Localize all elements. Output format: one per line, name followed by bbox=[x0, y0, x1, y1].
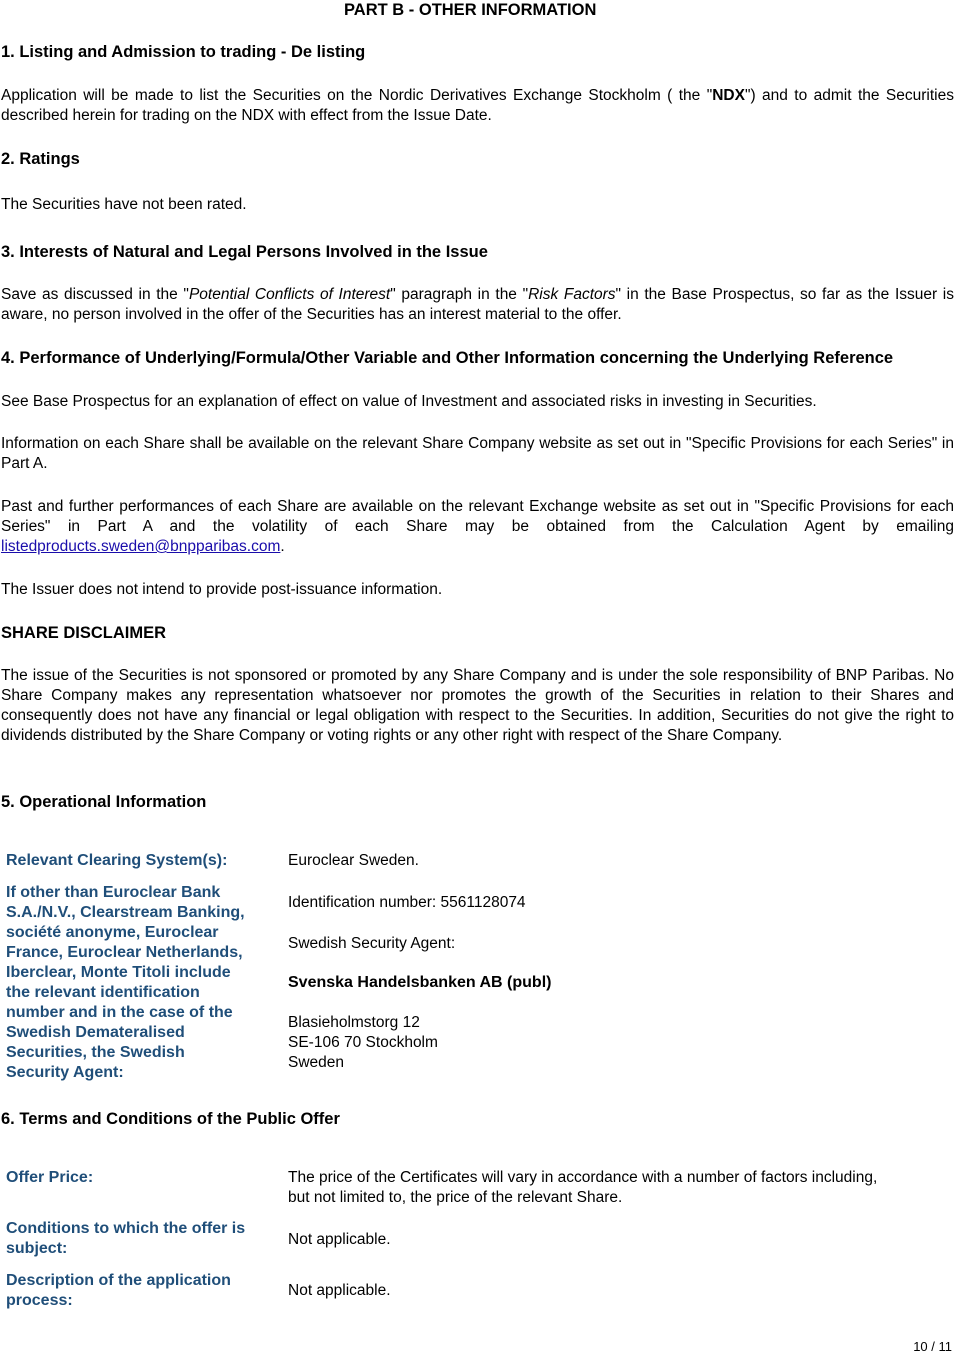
other-clearing-label bbox=[6, 883, 276, 1083]
section-2-heading: 2. Ratings bbox=[1, 150, 80, 168]
security-agent-label: Swedish Security Agent: bbox=[288, 935, 456, 952]
email-link[interactable]: listedproducts.sweden@bnpparibas.com bbox=[1, 538, 281, 555]
section-5-heading: 5. Operational Information bbox=[1, 793, 207, 811]
address-line: Sweden bbox=[288, 1054, 345, 1071]
label-line: process: bbox=[6, 1292, 73, 1309]
identification-number: Identification number: 5561128074 bbox=[288, 894, 526, 911]
section-3-paragraph bbox=[1, 285, 954, 325]
value-line: but not limited to, the price of the relevant Share. bbox=[288, 1189, 623, 1206]
label-line: France, Euroclear Netherlands, bbox=[6, 944, 243, 961]
offer-price-label: Offer Price: bbox=[6, 1169, 94, 1186]
label-line: number and in the case of the bbox=[6, 1004, 233, 1021]
section-4-text-a: Past and further performances of each Share are available on the relevant Exchange website as set out in "Specific Provisions for each Series" in Part A and the volatility of each Share may be obtained from the Calculation Agent by emailing bbox=[1, 498, 954, 535]
section-6-heading: 6. Terms and Conditions of the Public Offer bbox=[1, 1110, 340, 1128]
label-line: Iberclear, Monte Titoli include bbox=[6, 964, 231, 981]
label-line: Description of the application bbox=[6, 1272, 231, 1289]
page-number: 10 / 11 bbox=[913, 1339, 952, 1354]
label-line: Swedish Demateralised bbox=[6, 1024, 185, 1041]
risk-factors-term: Risk Factors bbox=[528, 286, 616, 303]
section-4-paragraph-1: See Base Prospectus for an explanation of effect on value of Investment and associated risks in investing in Securities. bbox=[1, 393, 817, 410]
section-3-heading: 3. Interests of Natural and Legal Persons Involved in the Issue bbox=[1, 243, 488, 261]
section-3-text-c: " in the Base Prospectus, so far as the Issuer is aware, no person involved in the offer of the Securities has an interest material to the offer. bbox=[1, 286, 954, 323]
security-agent-address bbox=[288, 1013, 438, 1073]
address-line: SE-106 70 Stockholm bbox=[288, 1034, 438, 1051]
section-1-text-b: ") and to admit the Securities described herein for trading on the NDX with effect from the Issue Date. bbox=[1, 87, 954, 124]
section-2-paragraph: The Securities have not been rated. bbox=[1, 196, 247, 213]
section-3-text-a: Save as discussed in the " bbox=[1, 286, 189, 303]
section-4-paragraph-2: Information on each Share shall be available on the relevant Share Company website as set out in "Specific Provisions for each Series" in Part A. bbox=[1, 435, 954, 472]
section-4-heading: 4. Performance of Underlying/Formula/Other Variable and Other Information concerning the Underlying Reference bbox=[1, 349, 894, 367]
disclaimer-paragraph: The issue of the Securities is not sponsored or promoted by any Share Company and is under the sole responsibility of BNP Paribas. No Share Company makes any representation whatsoever nor promotes the growth of the Securities in relation to their Shares and consequently does not have any financial or legal obligation with respect to the Securities. In addition, Securities do not give the right to dividends distributed by the Share Company or voting rights or any other right with respect of the Share Company. bbox=[1, 667, 954, 744]
label-line: société anonyme, Euroclear bbox=[6, 924, 219, 941]
clearing-system-label: Relevant Clearing System(s): bbox=[6, 852, 228, 869]
clearing-system-value: Euroclear Sweden. bbox=[288, 852, 419, 869]
ndx-term: NDX bbox=[712, 87, 745, 104]
section-4-paragraph-4: The Issuer does not intend to provide post-issuance information. bbox=[1, 581, 443, 598]
offer-conditions-label bbox=[6, 1219, 281, 1259]
label-line: Securities, the Swedish bbox=[6, 1044, 185, 1061]
disclaimer-heading: SHARE DISCLAIMER bbox=[1, 624, 167, 642]
label-line: Security Agent: bbox=[6, 1064, 124, 1081]
label-line: If other than Euroclear Bank bbox=[6, 884, 221, 901]
security-agent-name: Svenska Handelsbanken AB (publ) bbox=[288, 974, 552, 991]
part-title: PART B - OTHER INFORMATION bbox=[344, 1, 597, 19]
address-line: Blasieholmstorg 12 bbox=[288, 1014, 420, 1031]
section-1-heading: 1. Listing and Admission to trading - De listing bbox=[1, 43, 366, 61]
section-3-text-b: " paragraph in the " bbox=[390, 286, 529, 303]
section-4-text-b: . bbox=[280, 538, 285, 555]
application-process-label bbox=[6, 1271, 281, 1311]
conflicts-term: Potential Conflicts of Interest bbox=[188, 286, 391, 303]
label-line: S.A./N.V., Clearstream Banking, bbox=[6, 904, 245, 921]
value-line: The price of the Certificates will vary in accordance with a number of factors including, bbox=[288, 1169, 878, 1186]
label-line: subject: bbox=[6, 1240, 68, 1257]
section-4-paragraph-3 bbox=[1, 497, 954, 557]
label-line: Conditions to which the offer is bbox=[6, 1220, 246, 1237]
section-1-text-a: Application will be made to list the Securities on the Nordic Derivatives Exchange Stockholm ( the " bbox=[1, 87, 713, 104]
application-process-value: Not applicable. bbox=[288, 1282, 391, 1299]
offer-price-value bbox=[288, 1168, 958, 1208]
label-line: the relevant identification bbox=[6, 984, 200, 1001]
section-1-paragraph bbox=[1, 86, 954, 126]
offer-conditions-value: Not applicable. bbox=[288, 1231, 391, 1248]
